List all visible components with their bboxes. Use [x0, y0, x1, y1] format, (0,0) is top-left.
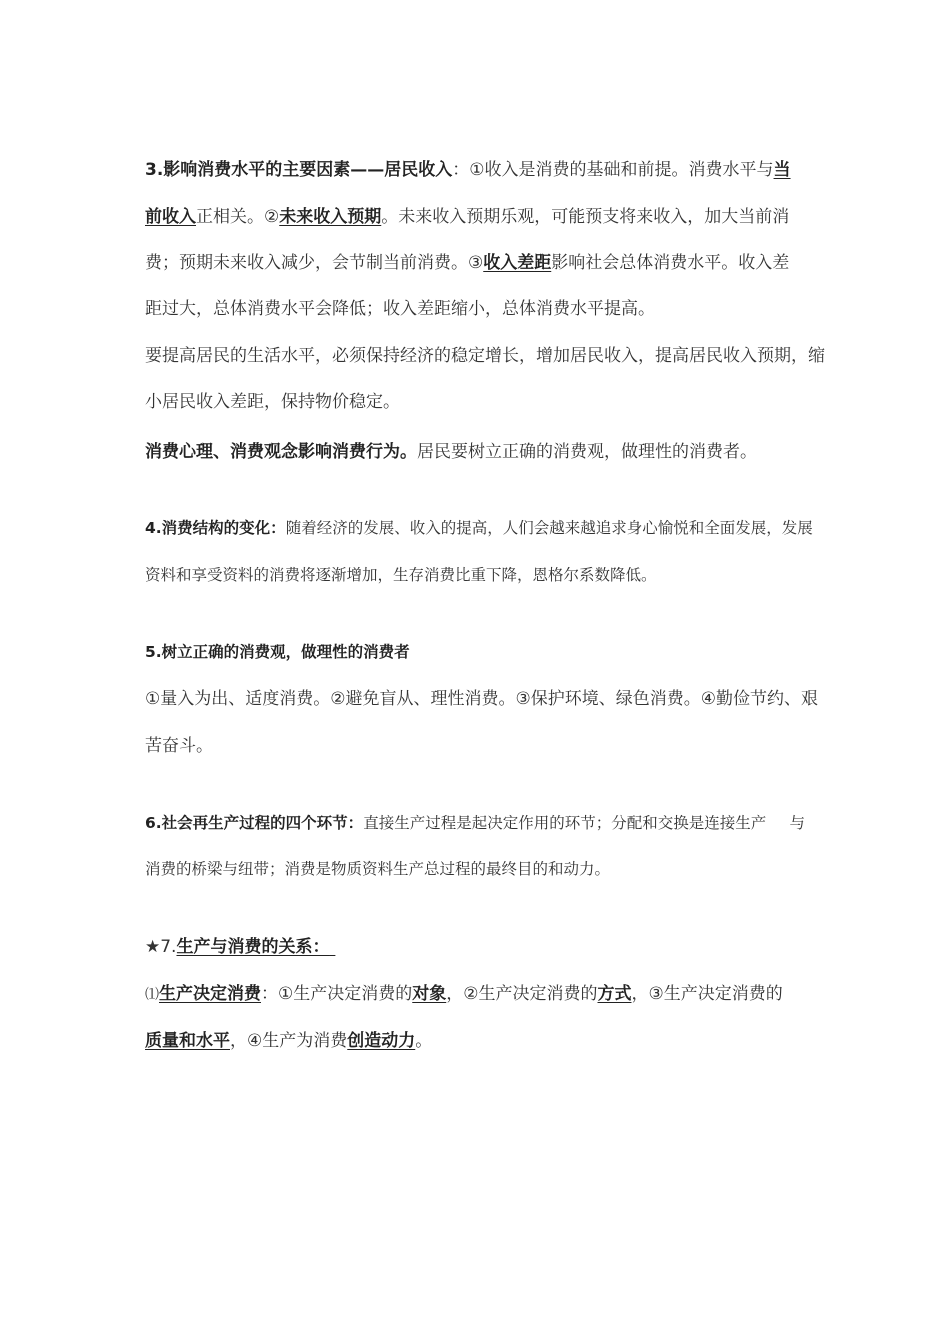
s3-line-6: 小居民收入差距，保持物价稳定。: [145, 392, 400, 412]
s6-heading: 6.社会再生产过程的四个环节：: [145, 814, 364, 832]
keyword-production-determines-consumption: 生产决定消费: [159, 984, 261, 1004]
s3-line-5: 要提高居民的生活水平，必须保持经济的稳定增长，增加居民收入，提高居民收入预期， 缩: [145, 346, 825, 366]
s3-line-2: 前收入正相关。②未来收入预期。未来收入预期乐观，可能预支将来收入，加大当前消: [145, 207, 790, 227]
s3-line-7: 消费心理、消费观念影响消费行为。居民要树立正确的消费观，做理性的消费者。: [145, 442, 757, 462]
keyword-current-income-part2: 前收入: [145, 207, 196, 227]
s3-line-4: 距过大，总体消费水平会降低；收入差距缩小，总体消费水平提高。: [145, 299, 655, 319]
keyword-income-gap: 收入差距: [483, 253, 552, 273]
s4-line-1: 4.消费结构的变化：随着经济的发展、收入的提高，人们会越来越追求身心愉悦和全面发展， 发展: [145, 519, 813, 537]
star-icon: ★7.: [145, 937, 177, 957]
s7-title: 生产与消费的关系：: [176, 937, 330, 957]
s7-line-2: 质量和水平，④生产为消费创造动力。: [145, 1031, 433, 1051]
keyword-future-income-expectation: 未来收入预期: [279, 207, 382, 227]
s5-line-2: 苦奋斗。: [145, 736, 213, 756]
keyword-object: 对象: [412, 984, 447, 1004]
s7-heading: [145, 935, 815, 959]
keyword-quality-and-level: 质量和水平: [145, 1031, 230, 1051]
list-marker: ⑴: [145, 987, 159, 1003]
keyword-current-income-part1: 当: [773, 160, 791, 180]
s3-heading: 3.影响消费水平的主要因素——居民收入: [145, 160, 453, 180]
s5-line-1: ①量入为出、适度消费。②避免盲从、理性消费。③保护环境、绿色消费。④勤俭节约、艰: [145, 689, 818, 709]
s4-heading: 4.消费结构的变化：: [145, 519, 286, 537]
keyword-method: 方式: [597, 984, 632, 1004]
consumption-psychology-heading: 消费心理、消费观念影响消费行为。: [145, 442, 417, 462]
s4-line-2: 资料和享受资料的消费将逐渐增加，生存消费比重下降，恩格尔系数降低。: [145, 566, 657, 584]
keyword-create-motivation: 创造动力: [347, 1031, 416, 1051]
s6-line-2: 消费的桥梁与纽带；消费是物质资料生产总过程的最终目的和动力。: [145, 860, 611, 878]
s7-line-1: ⑴生产决定消费：①生产决定消费的对象，②生产决定消费的方式，③生产决定消费的: [145, 984, 783, 1004]
s5-heading: 5.树立正确的消费观，做理性的消费者: [145, 643, 410, 661]
s3-line-1: 3.影响消费水平的主要因素——居民收入：①收入是消费的基础和前提。消费水平与当: [145, 160, 791, 180]
s6-line-1: 6.社会再生产过程的四个环节：直接生产过程是起决定作用的环节；分配和交换是连接生产 与: [145, 814, 805, 832]
s3-line-3: 费；预期未来收入减少，会节制当前消费。③收入差距影响社会总体消费水平。收入差: [145, 253, 790, 273]
